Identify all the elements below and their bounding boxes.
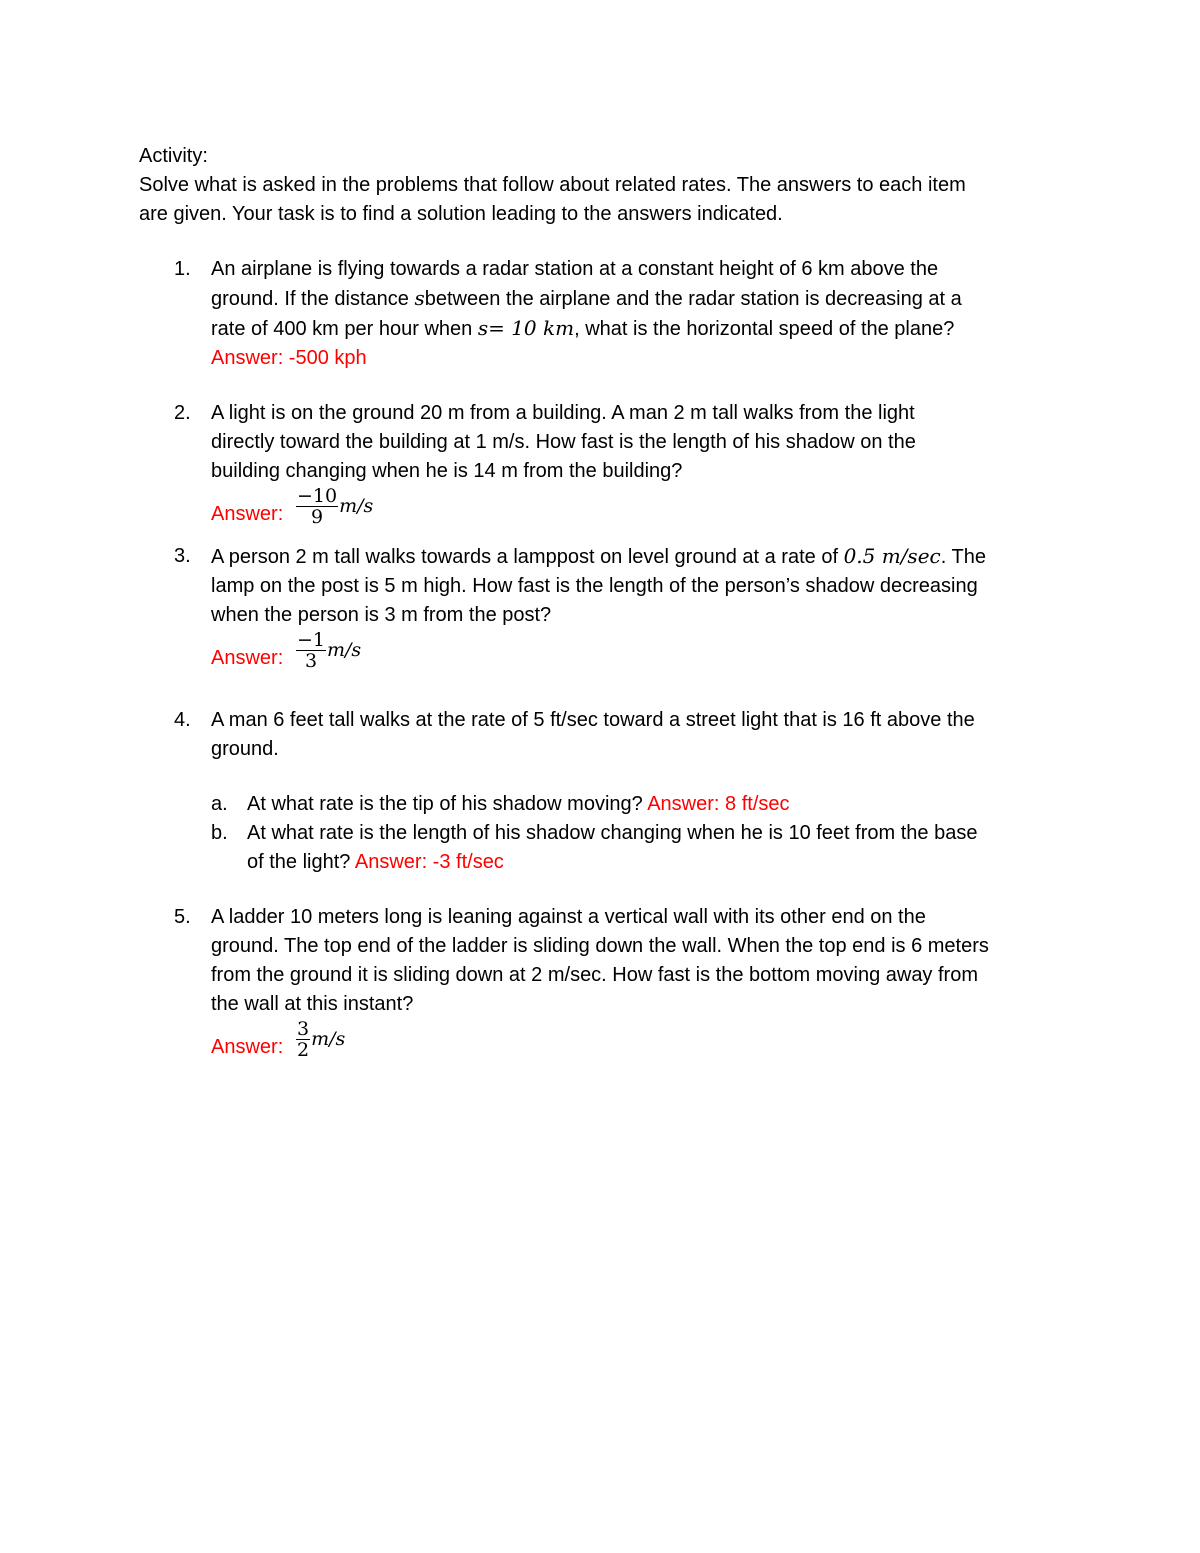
answer-label: Answer: bbox=[211, 647, 284, 669]
problem-text: ground. If the distance bbox=[211, 288, 415, 310]
instructions bbox=[139, 171, 1069, 229]
problem-line: from the ground it is sliding down at 2 m/sec. How fast is the bottom moving away from bbox=[211, 964, 978, 986]
problem-line: A man 6 feet tall walks at the rate of 5 ft/sec toward a street light that is 16 ft above the bbox=[211, 709, 975, 731]
sub-question-letter: a. bbox=[211, 793, 228, 815]
fraction-denominator: 2 bbox=[297, 1039, 310, 1061]
answer-label: Answer: bbox=[211, 1036, 284, 1058]
sub-question-list bbox=[211, 790, 1069, 877]
problem-text: . The bbox=[940, 546, 986, 568]
answer-value bbox=[295, 1019, 345, 1060]
activity-heading: Activity: bbox=[139, 145, 208, 167]
sub-question-line: At what rate is the length of his shadow changing when he is 10 feet from the base bbox=[247, 822, 978, 844]
problem-line: ground. The top end of the ladder is sliding down the wall. When the top end is 6 meters bbox=[211, 935, 989, 957]
problem-number: 2. bbox=[174, 402, 191, 424]
fraction-numerator: 3 bbox=[297, 1018, 310, 1040]
answer-unit: m/s bbox=[339, 494, 374, 517]
answer-unit: m/s bbox=[327, 638, 362, 661]
problem-line: lamp on the post is 5 m high. How fast is the length of the person’s shadow decreasing bbox=[211, 575, 978, 597]
answer-text: Answer: -3 ft/sec bbox=[354, 851, 504, 873]
math-variable-s: s bbox=[414, 286, 425, 310]
problem-5 bbox=[139, 903, 1069, 1071]
problem-number: 1. bbox=[174, 258, 191, 280]
problem-line: A light is on the ground 20 m from a building. A man 2 m tall walks from the light bbox=[211, 402, 915, 424]
problem-1 bbox=[139, 255, 1069, 373]
problem-line: directly toward the building at 1 m/s. How fast is the length of his shadow on the bbox=[211, 431, 916, 453]
problem-line: An airplane is flying towards a radar station at a constant height of 6 km above the bbox=[211, 258, 939, 280]
sub-question-a bbox=[211, 790, 1069, 819]
answer-unit: m/s bbox=[311, 1027, 346, 1050]
answer-fraction bbox=[296, 1019, 310, 1060]
fraction-denominator: 9 bbox=[311, 506, 324, 528]
sub-question-text: At what rate is the tip of his shadow moving? bbox=[247, 793, 648, 815]
fraction-numerator: −1 bbox=[297, 629, 326, 651]
sub-question-text: of the light? bbox=[247, 851, 355, 873]
sub-question-line bbox=[247, 848, 1069, 877]
answer-value bbox=[295, 486, 373, 527]
answer bbox=[211, 486, 1069, 538]
sub-question-line bbox=[247, 790, 1069, 819]
answer-text: Answer: -500 kph bbox=[211, 347, 367, 369]
problem-text: between the airplane and the radar station is decreasing at a bbox=[424, 288, 962, 310]
instructions-line-2: are given. Your task is to find a solution leading to the answers indicated. bbox=[139, 203, 783, 225]
problem-2 bbox=[139, 399, 1069, 538]
answer bbox=[211, 630, 1069, 682]
problem-line: A ladder 10 meters long is leaning against a vertical wall with its other end on the bbox=[211, 906, 926, 928]
math-condition: s= 10 km bbox=[477, 316, 575, 340]
answer-label: Answer: bbox=[211, 503, 284, 525]
answer-text: Answer: 8 ft/sec bbox=[647, 793, 790, 815]
problem-3 bbox=[139, 542, 1069, 682]
problem-list bbox=[139, 255, 1069, 1071]
fraction-denominator: 3 bbox=[304, 650, 318, 672]
answer-value bbox=[295, 630, 361, 671]
problem-text: , what is the horizontal speed of the plane? bbox=[574, 318, 955, 340]
problem-line: when the person is 3 m from the post? bbox=[211, 604, 552, 626]
problem-4 bbox=[139, 706, 1069, 877]
answer-fraction bbox=[296, 486, 338, 527]
problem-line: ground. bbox=[211, 738, 279, 760]
math-rate: 0.5 m/sec bbox=[843, 544, 941, 568]
problem-number: 5. bbox=[174, 906, 191, 928]
problem-text: rate of 400 km per hour when bbox=[211, 318, 478, 340]
document-page bbox=[139, 142, 1069, 1071]
problem-line: building changing when he is 14 m from the building? bbox=[211, 460, 683, 482]
answer-fraction bbox=[296, 630, 326, 671]
problem-line bbox=[211, 314, 1069, 344]
problem-line bbox=[211, 542, 1069, 572]
problem-line: the wall at this instant? bbox=[211, 993, 414, 1015]
problem-line bbox=[211, 284, 1069, 314]
problem-number: 4. bbox=[174, 709, 191, 731]
sub-question-b bbox=[211, 819, 1069, 877]
problem-number: 3. bbox=[174, 545, 191, 567]
problem-text: A person 2 m tall walks towards a lamppost on level ground at a rate of bbox=[211, 546, 844, 568]
answer bbox=[211, 1019, 1069, 1071]
sub-question-letter: b. bbox=[211, 822, 228, 844]
instructions-line-1: Solve what is asked in the problems that follow about related rates. The answers to each item bbox=[139, 174, 966, 196]
fraction-numerator: −10 bbox=[297, 485, 338, 507]
